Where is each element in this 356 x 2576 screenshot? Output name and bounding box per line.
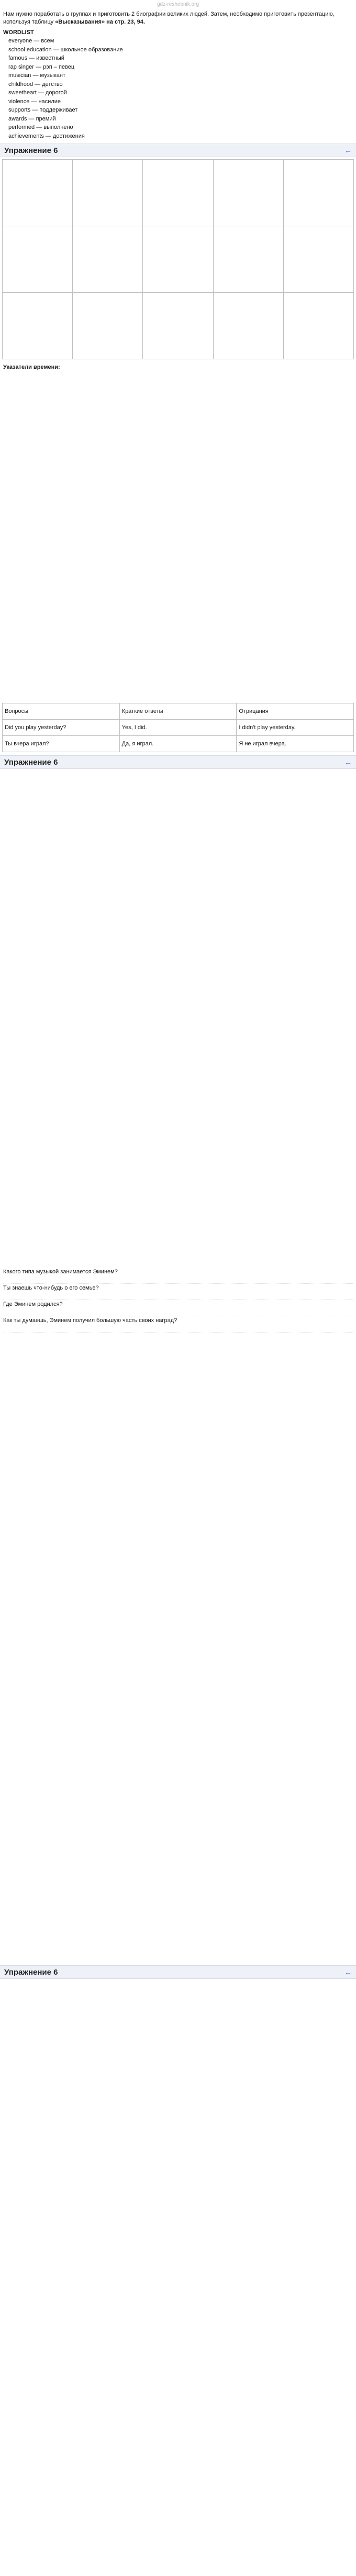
table-cell: Вопросы [3, 703, 120, 720]
table-cell: Да, я играл. [119, 736, 237, 752]
grammar-table [2, 159, 354, 359]
section-header-2 [0, 755, 356, 769]
wordlist-item: childhood — детство [8, 81, 63, 87]
section-header-1 [0, 144, 356, 157]
table-row [3, 293, 354, 359]
list-item: Где Эминем родился? [3, 1300, 353, 1316]
wordlist-item: musician — музыкант [8, 72, 65, 79]
wordlist-item: awards — премий [8, 115, 56, 122]
time-markers [2, 362, 354, 387]
biography-text [2, 771, 354, 795]
table-cell [143, 160, 213, 226]
closing-text [2, 1981, 354, 2005]
arrow-left-icon[interactable]: ← [344, 758, 352, 767]
unreadable-text-region [2, 1334, 354, 1962]
arrow-left-icon[interactable]: ← [344, 146, 352, 155]
table-cell [143, 226, 213, 293]
table-cell: Краткие ответы [119, 703, 237, 720]
wordlist [2, 28, 354, 141]
table-cell [143, 293, 213, 359]
unreadable-text-region [2, 387, 354, 701]
table-row [3, 736, 354, 752]
intro-lead: Нам нужно поработать в группах и приготовить 2 биографии великих людей. Затем, необходимо приготовить презентацию, используя таблицу [3, 11, 335, 25]
wordlist-item: violence — насилие [8, 98, 61, 105]
intro-highlight: «Высказывания» на стр. 23, 94. [55, 18, 145, 25]
table-cell [73, 160, 143, 226]
table-cell [283, 160, 353, 226]
table-cell [213, 226, 283, 293]
wordlist-item: achievements — достижения [8, 133, 85, 139]
section-title: Упражнение 6 [4, 757, 58, 767]
wordlist-item: famous — известный [8, 55, 64, 62]
list-item: Ты знаешь что-нибудь о его семье? [3, 1284, 353, 1300]
table-cell: Ты вчера играл? [3, 736, 120, 752]
wordlist-item: performed — выполнено [8, 124, 73, 131]
table-row [3, 703, 354, 720]
table-cell: Did you play yesterday? [3, 720, 120, 736]
list-item: Как ты думаешь, Эминем получил большую часть своих наград? [3, 1316, 353, 1333]
section-title: Упражнение 6 [4, 1967, 58, 1977]
wordlist-item: supports — поддерживает [8, 107, 78, 114]
table-cell [73, 226, 143, 293]
list-item: Какого типа музыкой занимается Эминем? [3, 1268, 353, 1284]
table-cell [213, 160, 283, 226]
table-row [3, 720, 354, 736]
table-cell [3, 293, 73, 359]
wordlist-item: school education — школьное образование [8, 46, 123, 53]
table-cell: Отрицания [237, 703, 354, 720]
table-cell [3, 226, 73, 293]
wordlist-item: everyone — всем [8, 38, 54, 45]
table-cell [3, 160, 73, 226]
question-forms-table [2, 703, 354, 752]
table-cell [213, 293, 283, 359]
unreadable-text-region [2, 2005, 354, 2319]
arrow-left-icon[interactable]: ← [344, 1968, 352, 1977]
table-row [3, 226, 354, 293]
table-cell: Я не играл вчера. [237, 736, 354, 752]
intro [2, 9, 354, 28]
wordlist-item: rap singer — рэп – певец [8, 63, 75, 70]
section-header-3 [0, 1965, 356, 1979]
table-row [3, 160, 354, 226]
question-list [2, 1267, 354, 1334]
table-cell [283, 226, 353, 293]
site-header [2, 0, 354, 9]
wordlist-items [3, 37, 353, 140]
section-title: Упражнение 6 [4, 146, 58, 155]
table-cell [283, 293, 353, 359]
unreadable-text-region [2, 795, 354, 1267]
time-markers-heading: Указатели времени: [3, 364, 60, 371]
table-cell: I didn't play yesterday. [237, 720, 354, 736]
table-cell [73, 293, 143, 359]
wordlist-label: WORDLIST [3, 29, 34, 36]
table-cell: Yes, I did. [119, 720, 237, 736]
wordlist-item: sweetheart — дорогой [8, 90, 67, 96]
site-watermark: gdz-reshebnik.org [157, 2, 199, 7]
